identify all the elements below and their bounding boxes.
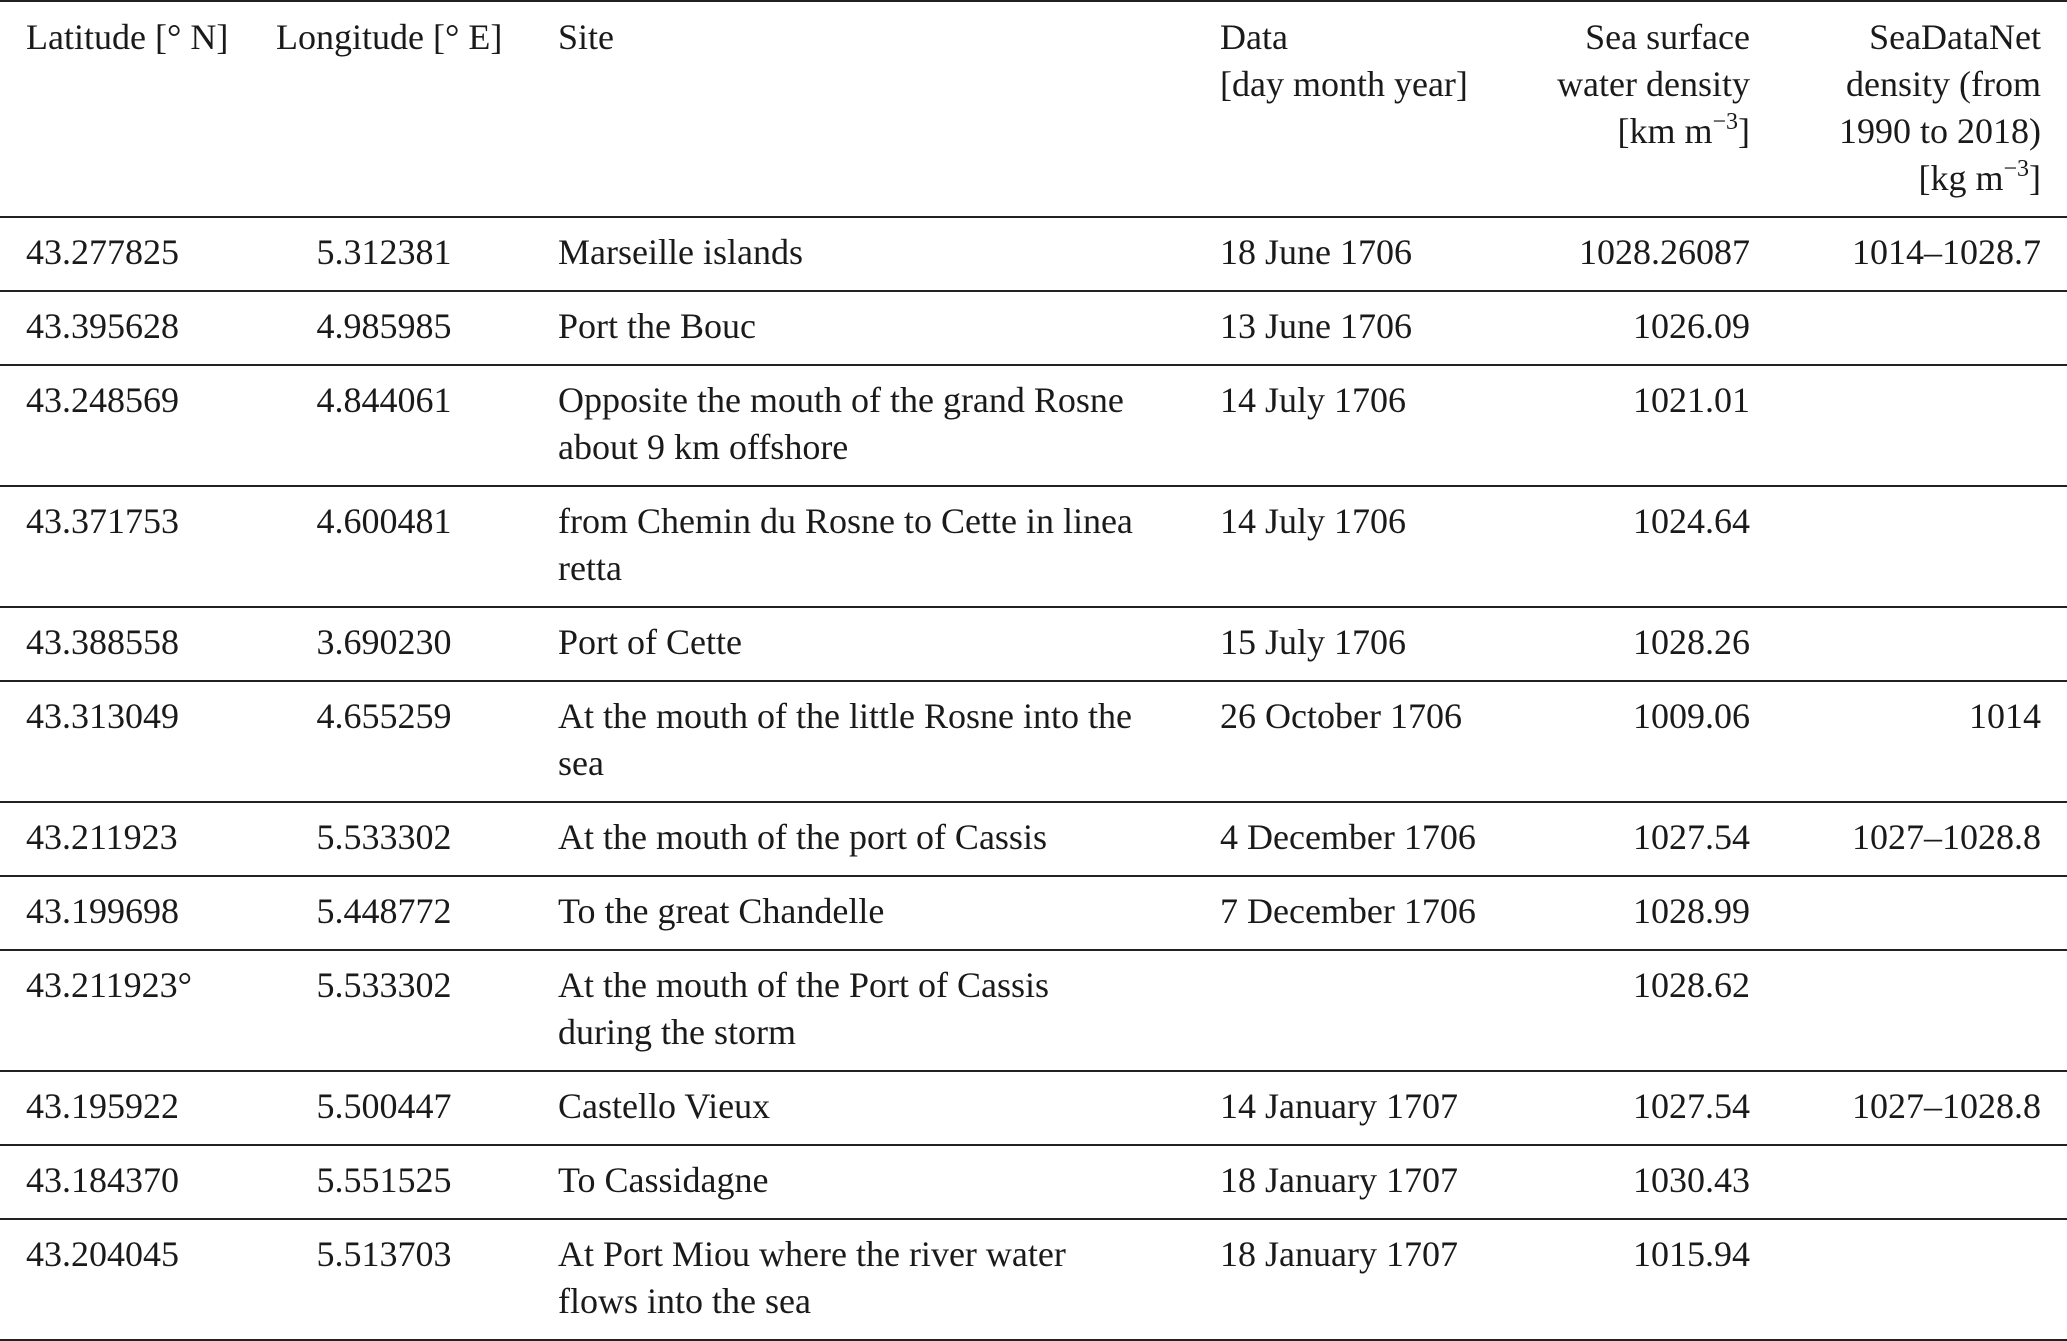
header-longitude: Longitude [° E]	[276, 17, 503, 57]
cell-density: 1015.94	[1633, 1234, 1750, 1274]
cell-longitude: 4.600481	[316, 501, 452, 541]
cell-seadatanet	[1780, 365, 2067, 486]
cell-latitude: 43.371753	[26, 501, 179, 541]
table-row	[0, 1219, 2067, 1340]
cell-seadatanet	[1780, 1219, 2067, 1340]
cell-date: 14 January 1707	[1220, 1086, 1458, 1126]
cell-site: Castello Vieux	[558, 1086, 771, 1126]
header-density-unit-base: [km m	[1617, 111, 1713, 151]
header-seadatanet-unit-exp: −3	[2003, 156, 2029, 182]
table-row	[0, 217, 2067, 291]
cell-date: 13 June 1706	[1220, 306, 1412, 346]
cell-site: At Port Miou where the river water flows into the sea	[558, 1234, 1066, 1321]
cell-density: 1028.26	[1633, 622, 1750, 662]
cell-seadatanet	[1780, 950, 2067, 1071]
cell-seadatanet: 1027–1028.8	[1852, 1086, 2041, 1126]
cell-longitude: 4.985985	[316, 306, 452, 346]
cell-date: 18 January 1707	[1220, 1234, 1458, 1274]
cell-latitude: 43.277825	[26, 232, 179, 272]
cell-date: 15 July 1706	[1220, 622, 1407, 662]
cell-longitude: 5.513703	[316, 1234, 452, 1274]
header-site: Site	[558, 17, 615, 57]
cell-latitude: 43.313049	[26, 696, 179, 736]
cell-density: 1028.62	[1633, 965, 1750, 1005]
header-date	[1194, 1, 1512, 217]
cell-density: 1027.54	[1633, 817, 1750, 857]
header-density-unit-exp: −3	[1712, 109, 1738, 135]
cell-density: 1021.01	[1633, 380, 1750, 420]
cell-site: At the mouth of the little Rosne into the sea	[558, 696, 1132, 783]
header-seadatanet-line-3: 1990 to 2018)	[1839, 111, 2041, 151]
header-row	[0, 1, 2067, 217]
header-seadatanet	[1780, 1, 2067, 217]
table-row	[0, 950, 2067, 1071]
cell-longitude: 3.690230	[316, 622, 452, 662]
cell-site: At the mouth of the Port of Cassis during the storm	[558, 965, 1049, 1052]
table-row	[0, 802, 2067, 876]
cell-longitude: 4.655259	[316, 696, 452, 736]
cell-site: from Chemin du Rosne to Cette in linea retta	[558, 501, 1133, 588]
cell-density: 1027.54	[1633, 1086, 1750, 1126]
cell-latitude: 43.199698	[26, 891, 179, 931]
cell-site: At the mouth of the port of Cassis	[558, 817, 1047, 857]
cell-site: Port the Bouc	[558, 306, 756, 346]
cell-latitude: 43.211923	[26, 817, 178, 857]
table-row	[0, 1071, 2067, 1145]
cell-seadatanet	[1780, 1145, 2067, 1219]
cell-density: 1028.99	[1633, 891, 1750, 931]
header-latitude: Latitude [° N]	[26, 17, 229, 57]
table-row	[0, 876, 2067, 950]
cell-latitude: 43.388558	[26, 622, 179, 662]
cell-longitude: 5.533302	[316, 965, 452, 1005]
header-seadatanet-line-1: SeaDataNet	[1869, 17, 2041, 57]
header-date-line-2: [day month year]	[1220, 64, 1468, 104]
table-row	[0, 365, 2067, 486]
table-row	[0, 291, 2067, 365]
cell-date: 4 December 1706	[1220, 817, 1476, 857]
header-density-unit-close: ]	[1738, 111, 1750, 151]
cell-latitude: 43.195922	[26, 1086, 179, 1126]
header-density-line-2: water density	[1557, 64, 1750, 104]
cell-date: 14 July 1706	[1220, 380, 1407, 420]
cell-longitude: 5.448772	[316, 891, 452, 931]
cell-seadatanet: 1027–1028.8	[1852, 817, 2041, 857]
cell-density: 1009.06	[1633, 696, 1750, 736]
table-row	[0, 1145, 2067, 1219]
cell-longitude: 4.844061	[316, 380, 452, 420]
header-date-line-1: Data	[1220, 17, 1288, 57]
cell-longitude: 5.551525	[316, 1160, 452, 1200]
cell-date: 18 June 1706	[1220, 232, 1412, 272]
header-density-unit	[1522, 108, 1750, 155]
cell-latitude: 43.204045	[26, 1234, 179, 1274]
table-row	[0, 486, 2067, 607]
table-header	[0, 1, 2067, 217]
cell-seadatanet	[1780, 486, 2067, 607]
cell-latitude: 43.211923°	[26, 965, 193, 1005]
cell-latitude: 43.395628	[26, 306, 179, 346]
cell-site: Port of Cette	[558, 622, 742, 662]
cell-date: 7 December 1706	[1220, 891, 1476, 931]
cell-latitude: 43.248569	[26, 380, 179, 420]
table-row	[0, 681, 2067, 802]
cell-site: To the great Chandelle	[558, 891, 885, 931]
header-density-line-1: Sea surface	[1585, 17, 1750, 57]
cell-date	[1194, 950, 1512, 1071]
cell-density: 1024.64	[1633, 501, 1750, 541]
cell-longitude: 5.500447	[316, 1086, 452, 1126]
cell-site: To Cassidagne	[558, 1160, 769, 1200]
cell-density: 1028.26087	[1579, 232, 1750, 272]
header-seadatanet-unit-base: [kg m	[1918, 158, 2004, 198]
cell-density: 1030.43	[1633, 1160, 1750, 1200]
cell-seadatanet: 1014	[1969, 696, 2041, 736]
cell-seadatanet: 1014–1028.7	[1852, 232, 2041, 272]
cell-longitude: 5.533302	[316, 817, 452, 857]
header-density	[1512, 1, 1780, 217]
table-body	[0, 217, 2067, 1340]
cell-seadatanet	[1780, 876, 2067, 950]
cell-date: 14 July 1706	[1220, 501, 1407, 541]
cell-density: 1026.09	[1633, 306, 1750, 346]
cell-site: Marseille islands	[558, 232, 803, 272]
cell-seadatanet	[1780, 291, 2067, 365]
header-seadatanet-unit-close: ]	[2029, 158, 2041, 198]
table-row	[0, 607, 2067, 681]
cell-date: 18 January 1707	[1220, 1160, 1458, 1200]
cell-site: Opposite the mouth of the grand Rosne about 9 km offshore	[558, 380, 1124, 467]
cell-longitude: 5.312381	[316, 232, 452, 272]
cell-seadatanet	[1780, 607, 2067, 681]
header-seadatanet-line-2: density (from	[1846, 64, 2041, 104]
header-seadatanet-unit	[1790, 155, 2041, 202]
cell-latitude: 43.184370	[26, 1160, 179, 1200]
cell-date: 26 October 1706	[1220, 696, 1462, 736]
